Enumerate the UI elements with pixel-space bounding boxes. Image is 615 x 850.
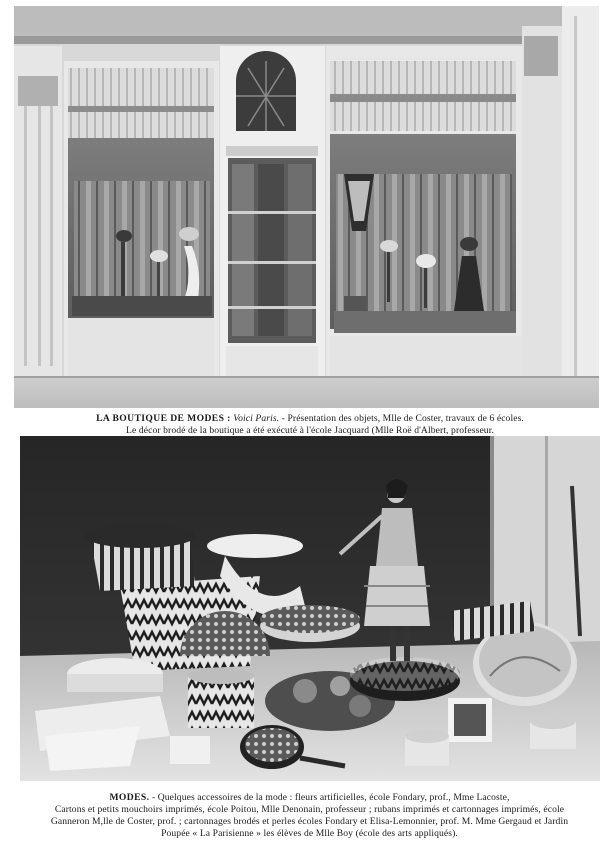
accessories-caption-line-4: Poupée « La Parisienne » les élèves de Mlle Boy (école des arts appliqués). [161,828,458,839]
accessories-caption-line-1-rest: - Quelques accessoires de la mode : fleurs artificielles, école Fondary, prof., Mme Lacoste, [149,792,510,803]
boutique-caption-italic: Voici Paris. [233,413,280,424]
fashion-accessories-image [20,436,600,781]
boutique-caption-line-1 [40,413,580,425]
accessories-caption-lead: MODES. [109,792,150,803]
accessories-caption-line-3: Ganneron M,lle de Coster, prof. ; cartonnages brodés et perles écoles Fondary et Elisa-Lemonnier, prof. M. Mme Gergaud et Jardin [50,816,569,827]
boutique-caption-lead: LA BOUTIQUE DE MODES : [96,413,231,424]
boutique-photo [14,6,599,408]
accessories-caption [22,792,597,840]
boutique-caption-line-1-rest: - Présentation des objets, Mlle de Coster, travaux de 6 écoles. [279,413,524,424]
accessories-caption-line-2: Cartons et petits mouchoirs imprimés, école Poitou, Mlle Denonain, professeur ; rubans imprimés et cartonnages imprimés, école [54,804,565,815]
boutique-caption-line-2: Le décor brodé de la boutique a été exécuté à l'école Jacquard (Mlle Roë d'Albert, professeur. [126,425,494,436]
accessories-caption-line-1 [22,792,597,804]
accessories-photo [20,436,600,781]
boutique-shopfront-image [14,6,599,408]
boutique-caption [40,413,580,437]
